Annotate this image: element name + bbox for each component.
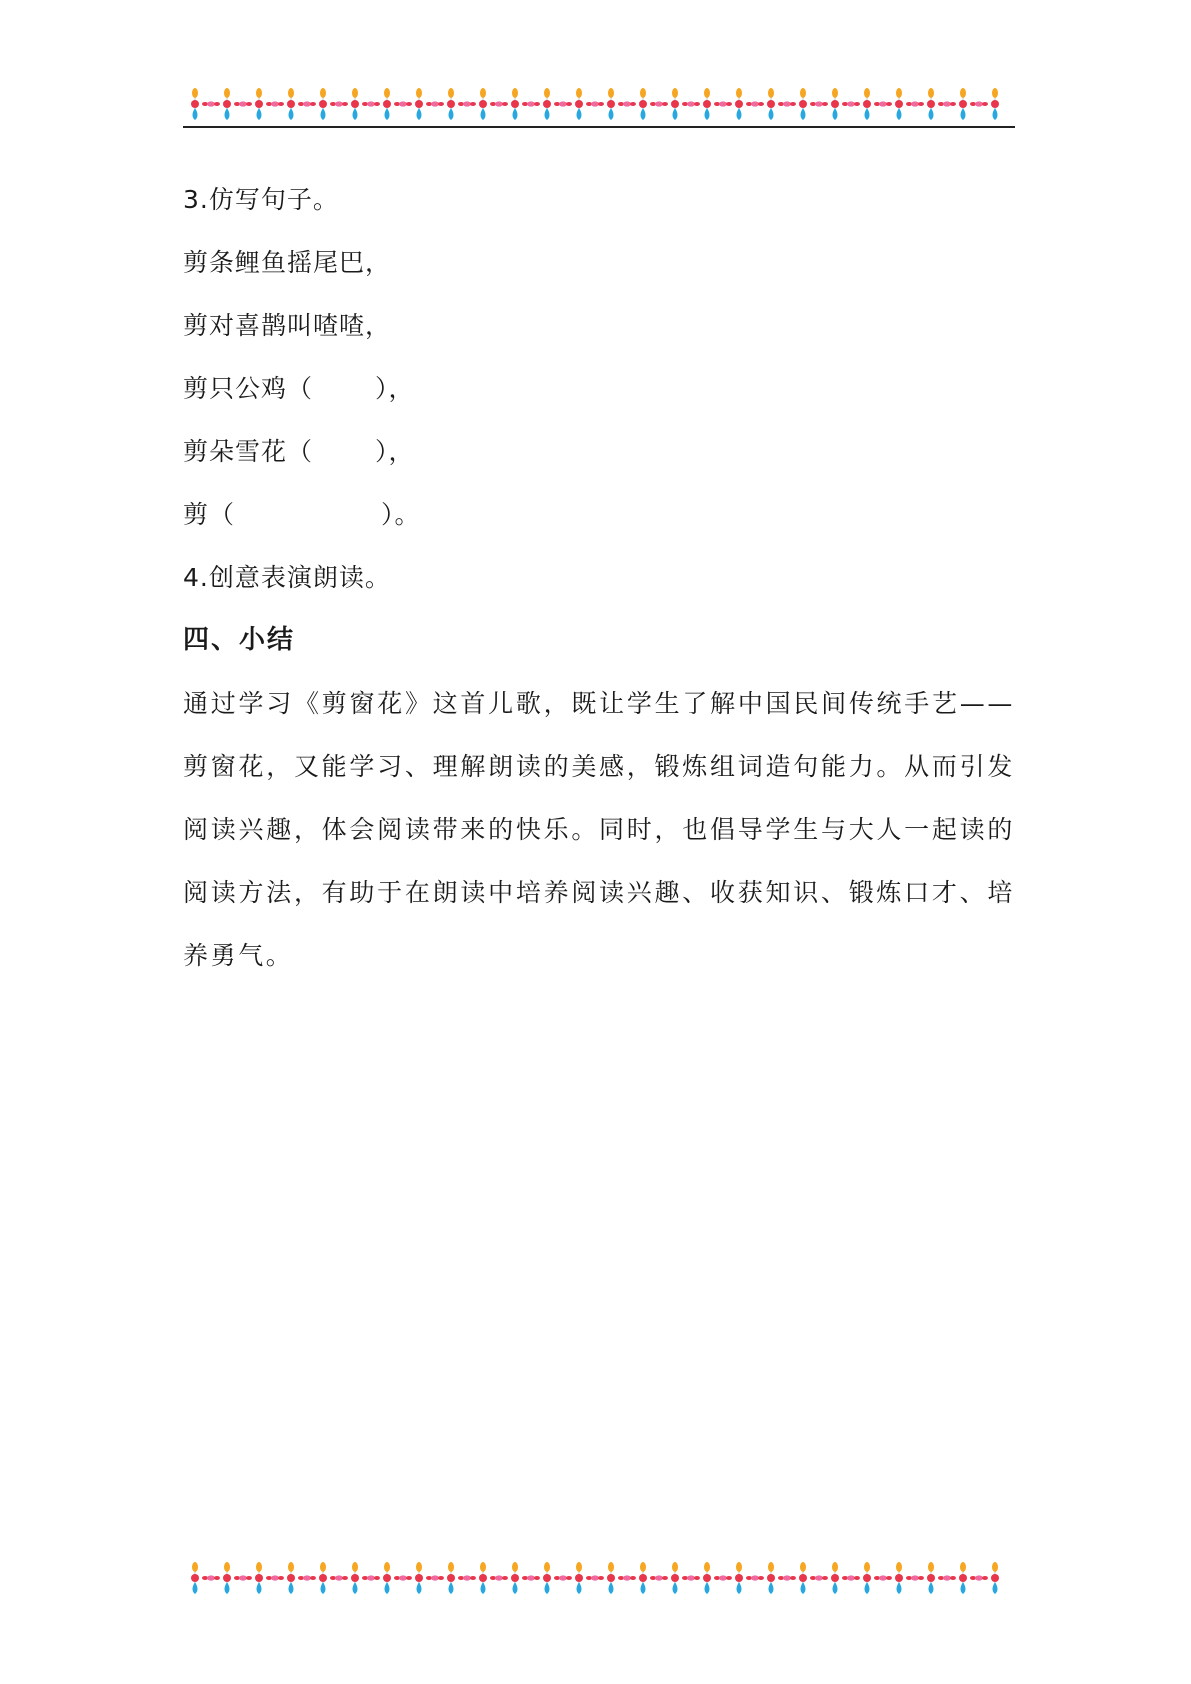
flower-motif [639, 88, 668, 120]
flower-motif [607, 1562, 636, 1594]
flower-motif [191, 88, 220, 120]
flower-motif [735, 88, 764, 120]
flower-motif [351, 88, 380, 120]
flower-motif [959, 1562, 988, 1594]
flower-motif [639, 1562, 668, 1594]
fill-blank-suffix: ）， [375, 374, 415, 403]
flower-motif [255, 1562, 284, 1594]
flower-motif [799, 1562, 828, 1594]
summary-paragraph: 通过学习《剪窗花》这首儿歌，既让学生了解中国民间传统手艺——剪窗花，又能学习、理解朗读的美感，锻炼组词造句能力。从而引发阅读兴趣，体会阅读带来的快乐。同时，也倡导学生与大人一起读的阅读方法，有助于在朗读中培养阅读兴趣、收获知识、锻炼口才、培养勇气。 [183, 689, 1015, 970]
flower-motif [479, 1562, 508, 1594]
flower-motif [383, 1562, 412, 1594]
flower-motif [255, 88, 284, 120]
flower-motif [511, 1562, 540, 1594]
fill-blank-sentence-snowflake [183, 420, 1015, 483]
flower-motif [895, 1562, 924, 1594]
flower-motif [831, 1562, 860, 1594]
flower-motif [543, 1562, 572, 1594]
flower-motif [543, 88, 572, 120]
header-divider-line [183, 126, 1015, 128]
fill-blank-prefix: 剪（ [183, 500, 236, 529]
flower-motif [447, 1562, 476, 1594]
flower-motif [575, 88, 604, 120]
flower-motif [863, 88, 892, 120]
flower-motif [767, 88, 796, 120]
flower-motif [703, 1562, 732, 1594]
flower-motif [767, 1562, 796, 1594]
example-sentence-2: 剪对喜鹊叫喳喳， [183, 311, 392, 340]
flower-motif [703, 88, 732, 120]
page-content [183, 168, 1015, 987]
flower-motif [319, 88, 348, 120]
section-heading-summary: 四、小结 [183, 625, 296, 655]
example-sentence-1: 剪条鲤鱼摇尾巴， [183, 248, 392, 277]
flower-motif [287, 1562, 316, 1594]
flower-motif [191, 1562, 220, 1594]
flower-motif [863, 1562, 892, 1594]
flower-motif [511, 88, 540, 120]
flower-motif [671, 88, 700, 120]
flower-motif [287, 88, 316, 120]
fill-blank-suffix: ）。 [381, 500, 421, 529]
flower-motif [415, 1562, 444, 1594]
top-decorative-border [183, 86, 1015, 122]
flower-motif [351, 1562, 380, 1594]
flower-motif [927, 88, 956, 120]
fill-blank-prefix: 剪朵雪花（ [183, 437, 314, 466]
flower-motif [383, 88, 412, 120]
flower-motif [991, 88, 999, 120]
exercise-4-title: 4.创意表演朗读。 [183, 563, 391, 592]
flower-motif [223, 1562, 252, 1594]
fill-blank-sentence-open [183, 483, 1015, 546]
flower-motif [831, 88, 860, 120]
flower-motif [319, 1562, 348, 1594]
flower-motif [735, 1562, 764, 1594]
flower-motif [959, 88, 988, 120]
flower-motif [927, 1562, 956, 1594]
flower-motif [415, 88, 444, 120]
flower-motif [607, 88, 636, 120]
bottom-decorative-border [183, 1560, 1015, 1596]
flower-motif [895, 88, 924, 120]
fill-blank-prefix: 剪只公鸡（ [183, 374, 314, 403]
exercise-3-title: 3.仿写句子。 [183, 185, 339, 214]
flower-motif [991, 1562, 999, 1594]
fill-blank-sentence-rooster [183, 357, 1015, 420]
flower-motif [479, 88, 508, 120]
flower-motif [671, 1562, 700, 1594]
flower-motif [223, 88, 252, 120]
fill-blank-suffix: ）， [375, 437, 415, 466]
flower-motif [575, 1562, 604, 1594]
flower-motif [447, 88, 476, 120]
flower-motif [799, 88, 828, 120]
